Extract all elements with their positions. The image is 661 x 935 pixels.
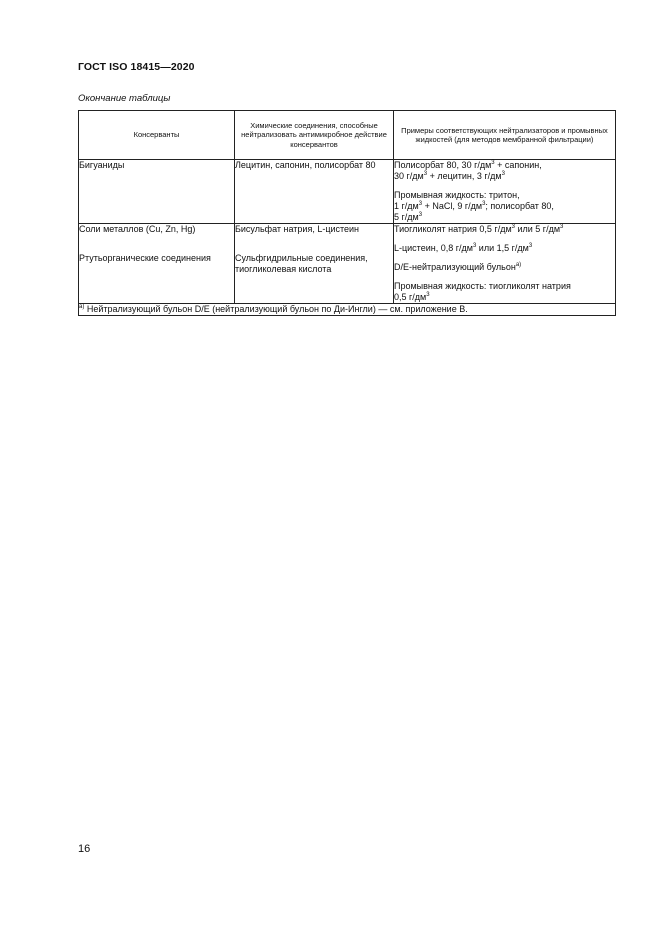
cell-text: Ртутьорганические соединения xyxy=(79,253,211,263)
footnote-mark: а) xyxy=(79,304,85,310)
cell-line: Промывная жидкость: тиогликолят натрия xyxy=(394,281,571,291)
cell-line: L-цистеин, 0,8 $г/дм^3$ или 1,5 $г/дм^3$ xyxy=(394,243,533,253)
cell-line: Полисорбат 80, 30 $г/дм^3$ + сапонин, xyxy=(394,160,542,170)
table-row xyxy=(79,224,616,304)
cell-compounds xyxy=(235,224,394,304)
cell-text: Сульфгидрильные соединения, тиогликолевая кислота xyxy=(235,253,368,274)
cell-line: 30 $г/дм^3$ + лецитин, 3 $г/дм^3$ xyxy=(394,171,505,181)
table-caption: Окончание таблицы xyxy=(78,93,171,104)
cell-line: 0,5 $г/дм^3$ xyxy=(394,292,430,302)
page-number: 16 xyxy=(78,843,91,855)
cell-line: Тиогликолят натрия 0,5 $г/дм^3$ или 5 $г/дм^3$ xyxy=(394,224,564,234)
cell-examples xyxy=(394,160,616,224)
cell-text: Соли металлов (Cu, Zn, Hg) xyxy=(79,224,196,234)
footnote-text: Нейтрализующий бульон D/E (нейтрализующий бульон по Ди-Ингли) — см. приложение В. xyxy=(84,304,468,314)
preservatives-table xyxy=(78,110,616,316)
table-row xyxy=(79,160,616,224)
cell-examples xyxy=(394,224,616,304)
cell-line: Промывная жидкость: тритон, xyxy=(394,190,520,200)
cell-text: Бигуаниды xyxy=(79,160,125,170)
table-footnote xyxy=(79,304,616,316)
cell-preservative xyxy=(79,224,235,304)
column-header-neutralizer-examples: Примеры соответствующих нейтрализаторов и промывных жидкостей (для методов мембранной фильтрации) xyxy=(394,111,616,160)
cell-text: Бисульфат натрия, L-цистеин xyxy=(235,224,360,234)
cell-text: Лецитин, сапонин, полисорбат 80 xyxy=(235,160,376,170)
table-footnote-row xyxy=(79,304,616,316)
cell-line: D/E-нейтрализующий бульон$^{а)}$ xyxy=(394,262,522,272)
cell-line: 5 $г/дм^3$ xyxy=(394,212,423,222)
column-header-preservatives: Консерванты xyxy=(79,111,235,160)
column-header-neutralizing-compounds: Химические соединения, способные нейтрализовать антимикробное действие консервантов xyxy=(235,111,394,160)
cell-preservative xyxy=(79,160,235,224)
cell-line: 1 $г/дм^3$ + NaCl, 9 $г/дм^3$; полисорбат 80, xyxy=(394,201,554,211)
table-header-row xyxy=(79,111,616,160)
cell-compounds xyxy=(235,160,394,224)
document-id: ГОСТ ISO 18415—2020 xyxy=(78,61,195,73)
